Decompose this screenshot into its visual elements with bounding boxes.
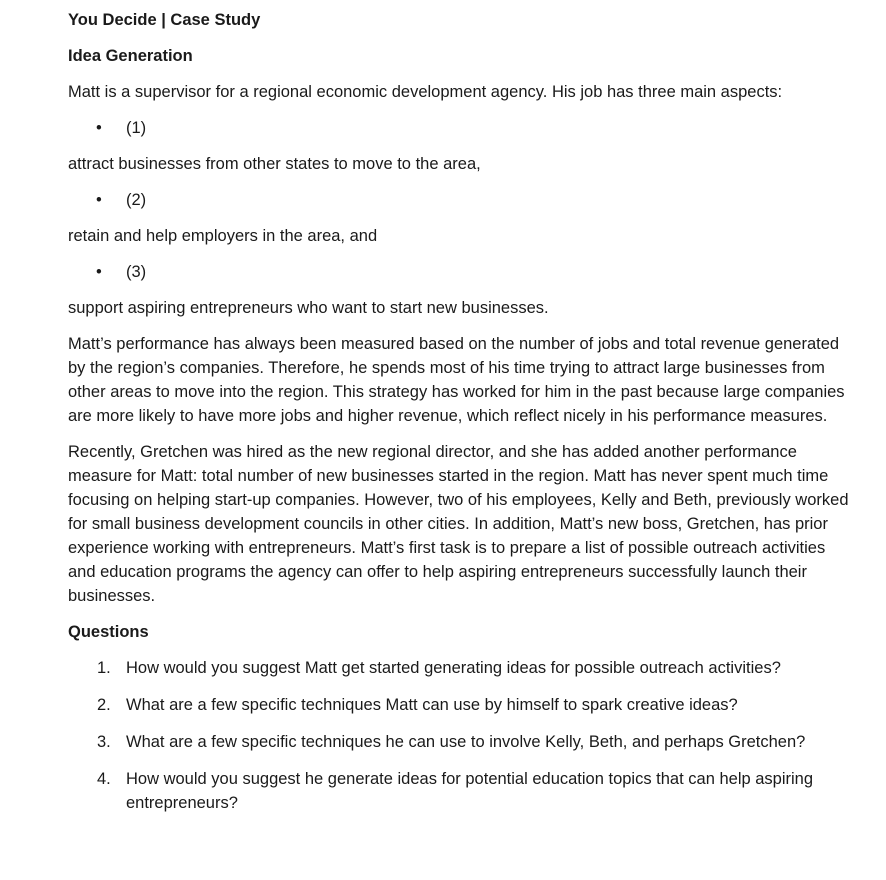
aspect-bullet-2 bbox=[68, 188, 856, 212]
bullet-icon: • bbox=[96, 119, 102, 137]
intro-paragraph: Matt is a supervisor for a regional economic development agency. His job has three main aspects: bbox=[68, 83, 783, 101]
questions-list bbox=[68, 656, 856, 815]
question-number: 4. bbox=[97, 770, 111, 788]
question-number: 2. bbox=[97, 696, 111, 714]
question-number: 1. bbox=[97, 659, 111, 677]
questions-title: Questions bbox=[68, 623, 149, 641]
aspect-text-2: retain and help employers in the area, and bbox=[68, 227, 378, 245]
aspect-number: (3) bbox=[126, 263, 147, 281]
question-item bbox=[68, 693, 856, 717]
aspect-number: (2) bbox=[126, 191, 147, 209]
question-item bbox=[68, 767, 856, 815]
aspect-number: (1) bbox=[126, 119, 147, 137]
section-title: Idea Generation bbox=[68, 47, 193, 65]
question-text: What are a few specific techniques he can use to involve Kelly, Beth, and perhaps Gretchen? bbox=[126, 733, 806, 751]
aspect-text-3: support aspiring entrepreneurs who want to start new businesses. bbox=[68, 299, 549, 317]
bullet-icon: • bbox=[96, 191, 102, 209]
case-study-header: You Decide | Case Study bbox=[68, 11, 261, 29]
question-number: 3. bbox=[97, 733, 111, 751]
question-text: How would you suggest Matt get started generating ideas for possible outreach activities? bbox=[126, 659, 781, 677]
new-director-paragraph: Recently, Gretchen was hired as the new regional director, and she has added another performance measure for Matt: total number of new businesses started in the region. Matt has never spent much time focusing on helping start-up companies. However, two of his employees, Kelly and Beth, previously worked for small business development councils in other cities. In addition, Matt’s new boss, Gretchen, has prior experience working with entrepreneurs. Matt’s first task is to prepare a list of possible outreach activities and education programs the agency can offer to help aspiring entrepreneurs successfully launch their businesses. bbox=[68, 443, 849, 605]
question-text: What are a few specific techniques Matt can use by himself to spark creative ideas? bbox=[126, 696, 738, 714]
question-item bbox=[68, 656, 856, 680]
question-text: How would you suggest he generate ideas for potential education topics that can help aspiring entrepreneurs? bbox=[126, 770, 814, 812]
bullet-icon: • bbox=[96, 263, 102, 281]
aspect-text-1: attract businesses from other states to move to the area, bbox=[68, 155, 481, 173]
aspect-bullet-3 bbox=[68, 260, 856, 284]
aspect-bullet-1 bbox=[68, 116, 856, 140]
performance-paragraph: Matt’s performance has always been measured based on the number of jobs and total revenue generated by the region’s companies. Therefore, he spends most of his time trying to attract large businesses from other areas to move into the region. This strategy has worked for him in the past because large companies are more likely to have more jobs and higher revenue, which reflect nicely in his performance measures. bbox=[68, 335, 845, 425]
question-item bbox=[68, 730, 856, 754]
